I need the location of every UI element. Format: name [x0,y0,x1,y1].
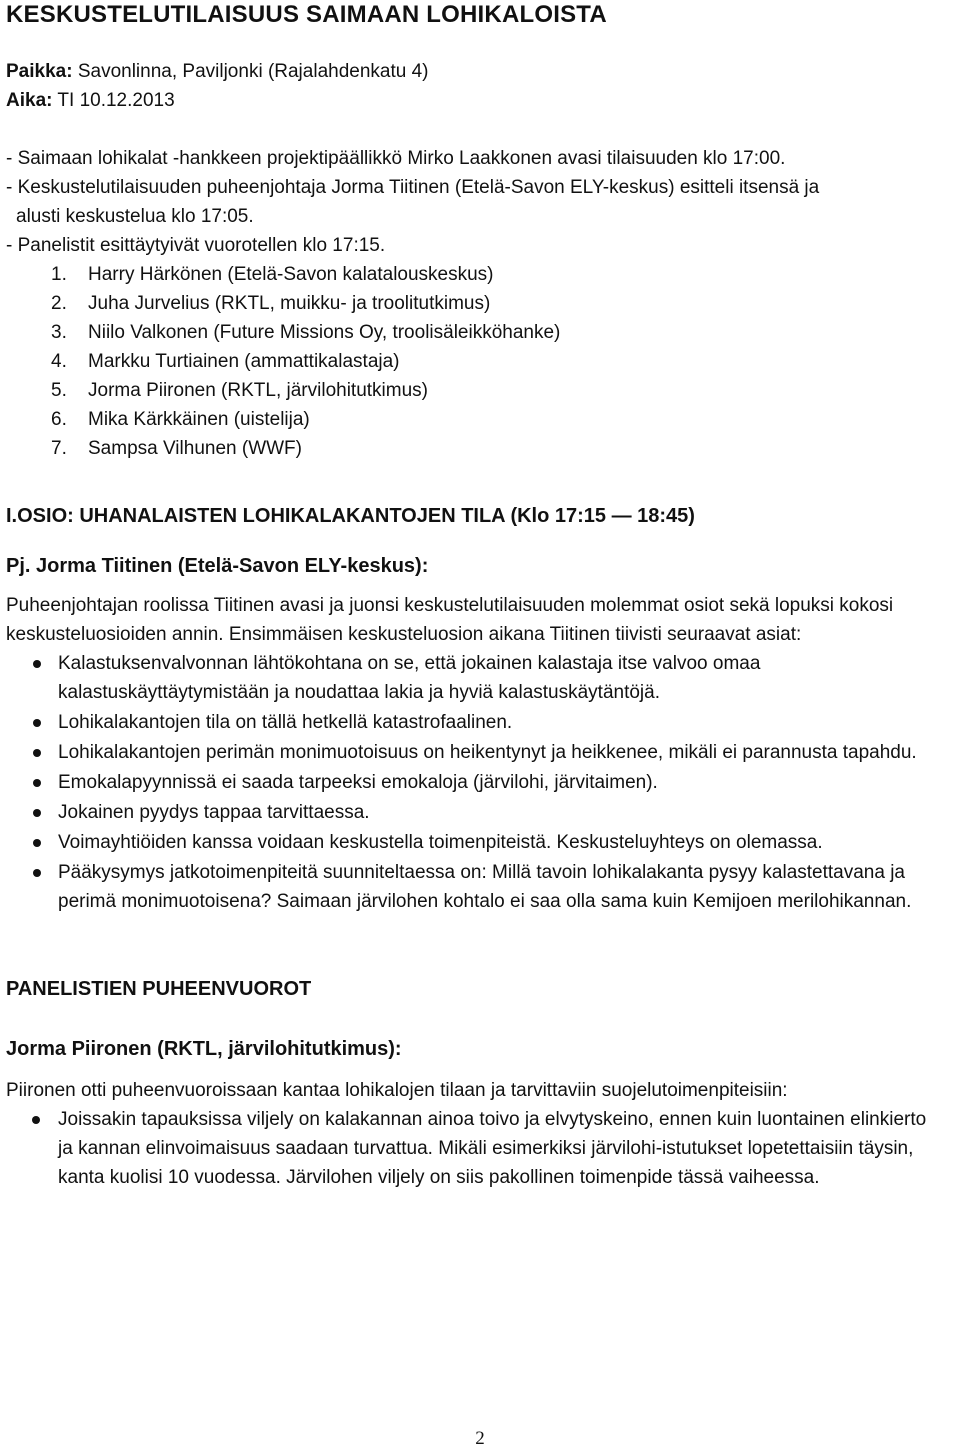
section2-heading: PANELISTIEN PUHEENVUOROT [6,978,312,1000]
section1-chair: Pj. Jorma Tiitinen (Etelä-Savon ELY-keskus): [6,555,429,577]
panelist-number: 4. [51,351,67,372]
bullet-dot-icon [33,660,41,668]
section2-paragraph: Piironen otti puheenvuoroissaan kantaa lohikalojen tilaan ja tarvittaviin suojelutoimenpiteisiin: [6,1080,788,1101]
place-label: Paikka: [6,61,73,82]
section1-bullet-list [6,649,956,916]
bullet-text: Emokalapyynnissä ei saada tarpeeksi emokaloja (järvilohi, järvitaimen). [58,772,658,793]
section2-speaker: Jorma Piironen (RKTL, järvilohitutkimus): [6,1038,402,1060]
bullet-item [6,798,956,827]
meeting-meta [6,57,956,115]
panelist-name: Mika Kärkkäinen (uistelija) [88,409,310,430]
bullet-dot-icon [33,839,41,847]
bullet-text: Kalastuksenvalvonnan lähtökohtana on se, että jokainen kalastaja itse valvoo omaa kalastuskäyttäytymistään ja noudattaa lakia ja hyviä kalastuskäytäntöjä. [58,653,761,703]
panelist-number: 2. [51,293,67,314]
intro-line-panelists: - Panelistit esittäytyivät vuorotellen klo 17:15. [6,235,386,256]
document-page [6,0,956,1193]
panelist-name: Niilo Valkonen (Future Missions Oy, troolisäleikköhanke) [88,322,561,343]
bullet-item [6,708,956,737]
section1-paragraph: Puheenjohtajan roolissa Tiitinen avasi ja juonsi keskustelutilaisuuden molemmat osiot sekä lopuksi kokosi keskusteluosioiden annin. Ensimmäisen keskusteluosion aikana Tiitinen tiivisti seuraavat asiat: [6,595,894,645]
bullet-text: Voimayhtiöiden kanssa voidaan keskustella toimenpiteistä. Keskusteluyhteys on olemassa. [58,832,823,853]
bullet-dot-icon [33,869,41,877]
section1-heading: I.OSIO: UHANALAISTEN LOHIKALAKANTOJEN TILA (Klo 17:15 — 18:45) [6,505,695,527]
bullet-text: Pääkysymys jatkotoimenpiteitä suunniteltaessa on: Millä tavoin lohikalakanta pysyy kalastettavana ja perimä monimuotoisena? Saimaan järvilohen kohtalo ei saa olla sama kuin Kemijoen merilohikannan. [58,862,912,912]
panelist-item [51,405,956,434]
intro-line-chair-cont: alusti keskustelua klo 17:05. [16,206,254,227]
bullet-dot-icon [33,719,41,727]
panelist-number: 1. [51,264,67,285]
place-line [6,57,956,86]
time-line [6,86,956,115]
document-title: KESKUSTELUTILAISUUS SAIMAAN LOHIKALOISTA [6,1,607,28]
bullet-text: Lohikalakantojen tila on tällä hetkellä katastrofaalinen. [58,712,513,733]
bullet-text: Jokainen pyydys tappaa tarvittaessa. [58,802,370,823]
bullet-item [6,738,956,767]
intro-line-opening: - Saimaan lohikalat -hankkeen projektipäällikkö Mirko Laakkonen avasi tilaisuuden klo 17:00. [6,148,786,169]
bullet-item [6,858,956,916]
panelist-number: 3. [51,322,67,343]
panelist-item [51,347,956,376]
panelist-item [51,260,956,289]
panelist-list [6,260,956,463]
panelist-item [51,434,956,463]
bullet-dot-icon [33,809,41,817]
intro-line-chair: - Keskustelutilaisuuden puheenjohtaja Jorma Tiitinen (Etelä-Savon ELY-keskus) esitteli itsensä ja [6,177,820,198]
bullet-text: Lohikalakantojen perimän monimuotoisuus on heikentynyt ja heikkenee, mikäli ei parannusta tapahdu. [58,742,917,763]
place-value: Savonlinna, Paviljonki (Rajalahdenkatu 4) [77,61,429,82]
bullet-item [6,649,956,707]
panelist-name: Harry Härkönen (Etelä-Savon kalatalouskeskus) [88,264,494,285]
panelist-number: 7. [51,438,67,459]
intro-block [6,144,956,260]
panelist-number: 5. [51,380,67,401]
page-number: 2 [475,1428,485,1449]
section2-bullet-list [6,1105,956,1192]
panelist-name: Juha Jurvelius (RKTL, muikku- ja troolitutkimus) [88,293,491,314]
time-label: Aika: [6,90,53,111]
time-value: TI 10.12.2013 [57,90,175,111]
panelist-item [51,289,956,318]
bullet-text: Joissakin tapauksissa viljely on kalakannan ainoa toivo ja elvytyskeino, ennen kuin luontainen elinkierto ja kannan elinvoimaisuus saadaan turvattua. Mikäli esimerkiksi järvilohi-istutukset lopetettaisiin täysin, kanta kuolisi 10 vuodessa. Järvilohen viljely on siis pakollinen toimenpide tässä vaiheessa. [58,1109,927,1188]
bullet-dot-icon [32,1116,40,1124]
panelist-item [51,376,956,405]
bullet-item [6,768,956,797]
bullet-dot-icon [33,749,41,757]
bullet-item [6,1105,956,1192]
panelist-item [51,318,956,347]
bullet-item [6,828,956,857]
panelist-name: Markku Turtiainen (ammattikalastaja) [88,351,400,372]
panelist-name: Jorma Piironen (RKTL, järvilohitutkimus) [88,380,428,401]
bullet-dot-icon [33,779,41,787]
panelist-name: Sampsa Vilhunen (WWF) [88,438,302,459]
panelist-number: 6. [51,409,67,430]
